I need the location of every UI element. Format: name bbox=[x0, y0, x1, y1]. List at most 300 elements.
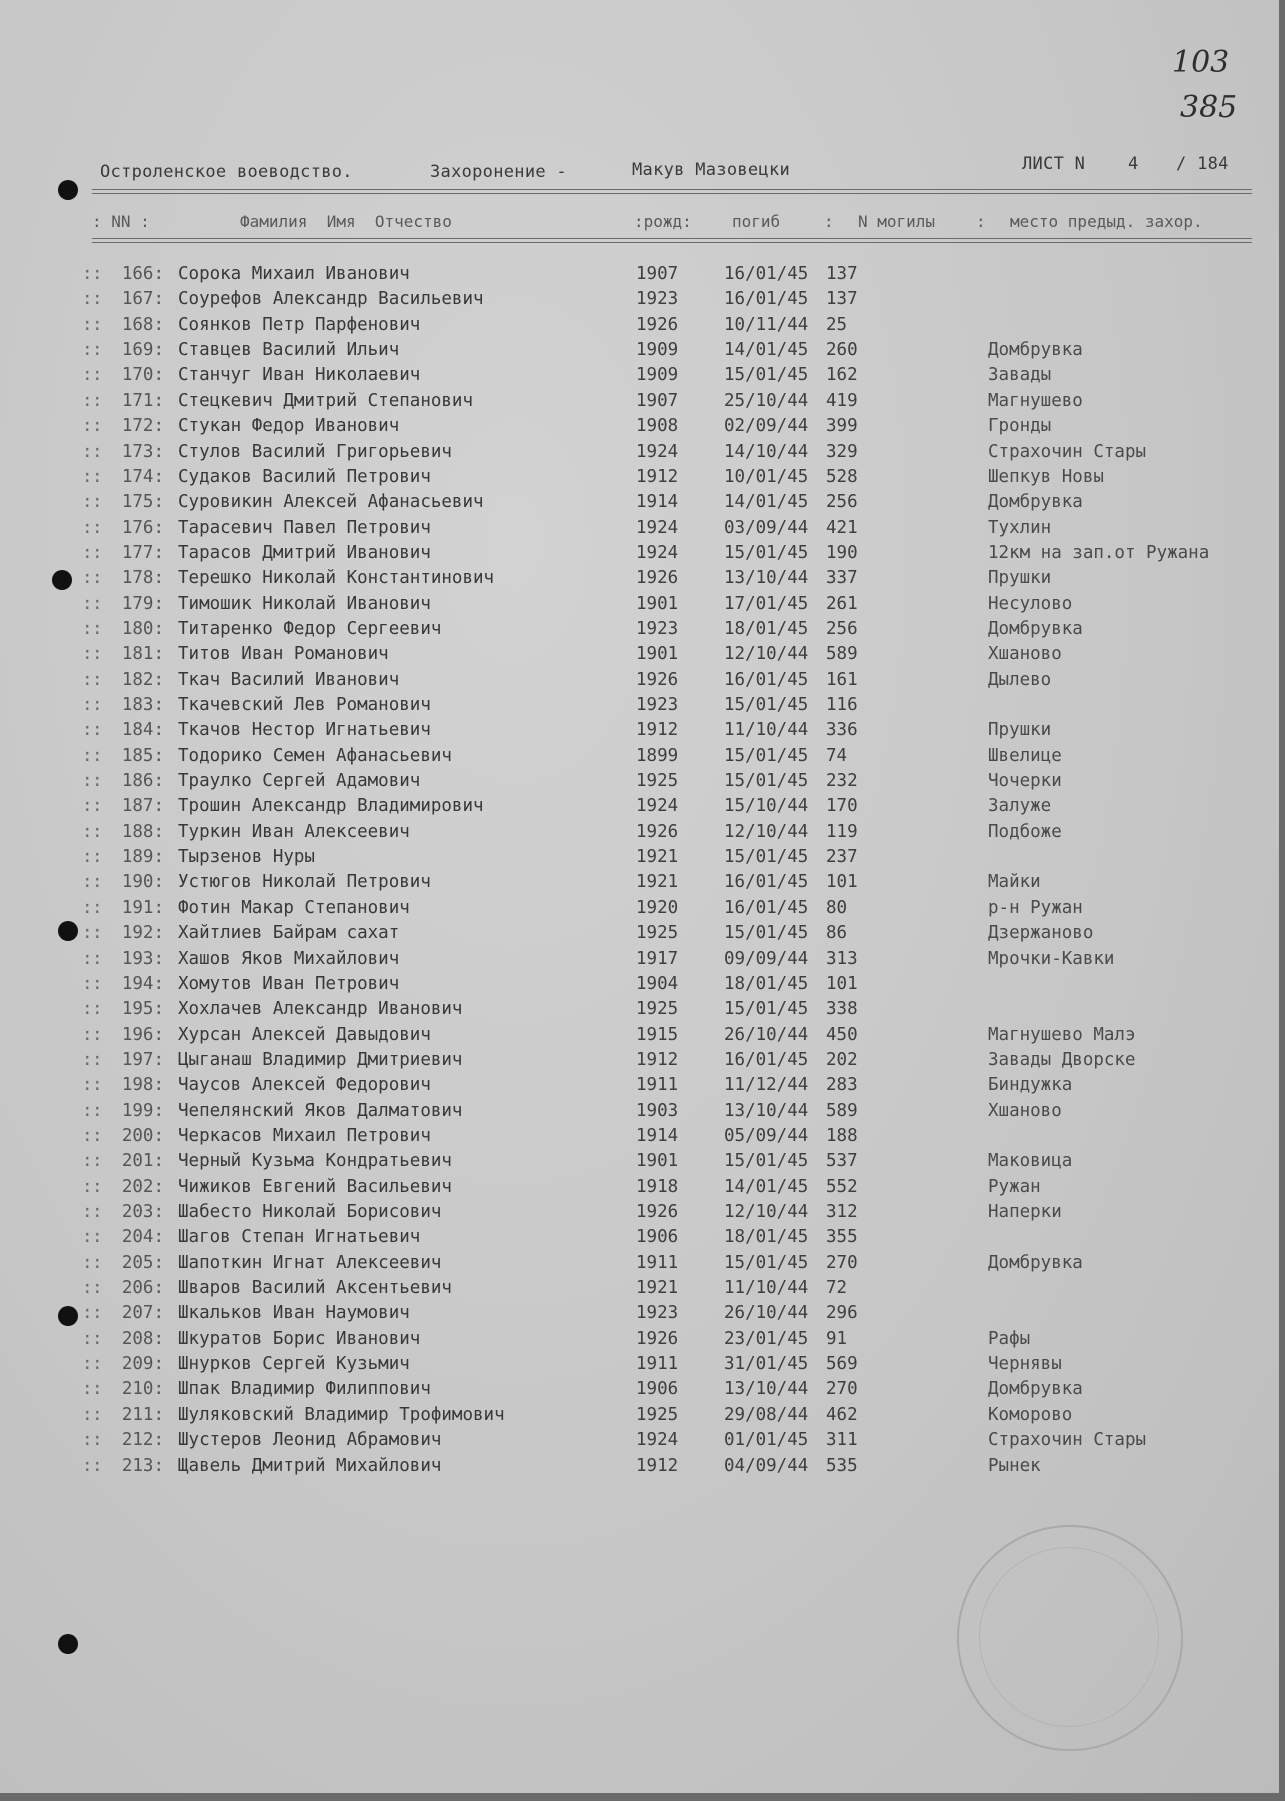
row-colon: : bbox=[82, 999, 93, 1020]
row-name: Чижиков Евгений Васильевич bbox=[178, 1176, 452, 1197]
row-grave-number: 569 bbox=[826, 1354, 858, 1374]
punch-hole bbox=[52, 570, 72, 590]
row-name: Шабесто Николай Борисович bbox=[178, 1202, 442, 1222]
row-colon: : bbox=[92, 568, 103, 589]
row-number: 206: bbox=[121, 1278, 164, 1298]
row-death-date: 15/01/45 bbox=[724, 771, 809, 791]
row-name: Шагов Степан Игнатьевич bbox=[178, 1227, 421, 1248]
row-grave-number: 137 bbox=[826, 264, 858, 284]
row-grave-number: 336 bbox=[826, 720, 858, 741]
row-grave-number: 232 bbox=[826, 771, 858, 791]
row-birth-year: 1926 bbox=[636, 568, 679, 589]
row-colon: : bbox=[82, 897, 93, 918]
row-colon: : bbox=[92, 1075, 103, 1096]
row-number: 174: bbox=[121, 466, 164, 487]
list-item bbox=[82, 1227, 1262, 1251]
row-name: Стулов Василий Григорьевич bbox=[178, 441, 452, 462]
row-name: Цыганаш Владимир Дмитриевич bbox=[178, 1049, 463, 1070]
row-death-date: 11/10/44 bbox=[724, 1278, 809, 1298]
row-number: 167: bbox=[121, 289, 164, 310]
list-item bbox=[82, 796, 1262, 820]
row-number: 168: bbox=[121, 314, 164, 335]
row-grave-number: 419 bbox=[826, 390, 858, 411]
row-death-date: 15/01/45 bbox=[724, 1252, 809, 1273]
row-number: 211: bbox=[121, 1404, 164, 1425]
list-item bbox=[82, 441, 1262, 466]
row-grave-number: 86 bbox=[826, 923, 848, 944]
row-birth-year: 1918 bbox=[636, 1176, 679, 1197]
row-birth-year: 1924 bbox=[636, 542, 679, 563]
row-birth-year: 1912 bbox=[636, 466, 679, 487]
row-death-date: 05/09/44 bbox=[724, 1125, 809, 1146]
row-birth-year: 1901 bbox=[636, 1151, 679, 1172]
row-death-date: 18/01/45 bbox=[724, 1227, 809, 1248]
row-grave-number: 190 bbox=[826, 542, 858, 563]
row-name: Шапоткин Игнат Алексеевич bbox=[178, 1252, 442, 1273]
row-colon: : bbox=[82, 1303, 93, 1324]
row-death-date: 10/01/45 bbox=[724, 466, 809, 487]
row-number: 172: bbox=[121, 416, 164, 437]
row-number: 169: bbox=[121, 340, 164, 361]
row-colon: : bbox=[92, 872, 103, 893]
row-birth-year: 1926 bbox=[636, 821, 679, 842]
row-death-date: 31/01/45 bbox=[724, 1354, 809, 1374]
row-name: Шпак Владимир Филиппович bbox=[178, 1379, 431, 1400]
row-name: Стецкевич Дмитрий Степанович bbox=[178, 390, 474, 411]
row-colon: : bbox=[92, 796, 103, 817]
row-name: Шустеров Леонид Абрамович bbox=[178, 1430, 442, 1451]
list-item bbox=[82, 720, 1262, 744]
row-number: 192: bbox=[121, 923, 164, 944]
row-death-date: 12/10/44 bbox=[724, 821, 809, 842]
row-previous-burial-place: Магнушево bbox=[988, 390, 1083, 411]
row-death-date: 01/01/45 bbox=[724, 1430, 809, 1451]
punch-hole bbox=[58, 1306, 78, 1326]
row-number: 186: bbox=[121, 771, 164, 791]
row-number: 194: bbox=[121, 973, 164, 994]
row-colon: : bbox=[92, 314, 103, 335]
row-death-date: 16/01/45 bbox=[724, 897, 809, 918]
list-item bbox=[82, 1379, 1262, 1403]
row-number: 166: bbox=[121, 264, 164, 284]
list-item bbox=[82, 669, 1262, 694]
row-death-date: 11/12/44 bbox=[724, 1075, 809, 1096]
row-birth-year: 1903 bbox=[636, 1100, 679, 1121]
row-name: Тарасов Дмитрий Иванович bbox=[178, 542, 431, 563]
row-death-date: 25/10/44 bbox=[724, 390, 809, 411]
row-number: 201: bbox=[121, 1151, 164, 1172]
row-name: Туркин Иван Алексеевич bbox=[178, 821, 410, 842]
row-number: 204: bbox=[121, 1227, 164, 1248]
row-previous-burial-place: Хшаново bbox=[988, 1100, 1062, 1121]
row-death-date: 18/01/45 bbox=[724, 973, 809, 994]
row-colon: : bbox=[82, 1125, 93, 1146]
list-item bbox=[82, 492, 1262, 516]
row-birth-year: 1921 bbox=[636, 1278, 679, 1298]
row-name: Трошин Александр Владимирович bbox=[178, 796, 484, 817]
list-item bbox=[82, 593, 1262, 618]
list-item bbox=[82, 1049, 1262, 1074]
row-grave-number: 589 bbox=[826, 1100, 858, 1121]
row-colon: : bbox=[92, 618, 103, 639]
sheet-total: / 184 bbox=[1176, 154, 1229, 174]
row-previous-burial-place: Завады bbox=[988, 365, 1052, 386]
list-item bbox=[82, 999, 1262, 1023]
row-death-date: 12/10/44 bbox=[724, 1202, 809, 1222]
row-name: Титов Иван Романович bbox=[178, 644, 389, 665]
row-grave-number: 312 bbox=[826, 1202, 858, 1222]
row-colon: : bbox=[92, 1202, 103, 1222]
row-number: 182: bbox=[121, 669, 164, 690]
row-name: Черкасов Михаил Петрович bbox=[178, 1125, 431, 1146]
row-previous-burial-place: Биндужка bbox=[988, 1075, 1073, 1096]
row-number: 207: bbox=[121, 1303, 164, 1324]
burial-label: Захоронение - bbox=[430, 162, 567, 182]
row-colon: : bbox=[92, 593, 103, 614]
row-grave-number: 535 bbox=[826, 1455, 858, 1476]
row-colon: : bbox=[92, 1404, 103, 1425]
row-colon: : bbox=[82, 1404, 93, 1425]
list-item bbox=[82, 365, 1262, 389]
row-death-date: 14/01/45 bbox=[724, 340, 809, 361]
row-previous-burial-place: Мрочки-Кавки bbox=[988, 948, 1115, 969]
row-previous-burial-place: Дылево bbox=[988, 669, 1052, 690]
row-number: 188: bbox=[121, 821, 164, 842]
row-grave-number: 116 bbox=[826, 695, 858, 715]
row-colon: : bbox=[92, 1379, 103, 1400]
row-grave-number: 162 bbox=[826, 365, 858, 386]
list-item bbox=[82, 1176, 1262, 1201]
row-colon: : bbox=[92, 1176, 103, 1197]
row-grave-number: 421 bbox=[826, 517, 858, 538]
row-birth-year: 1925 bbox=[636, 1404, 679, 1425]
row-colon: : bbox=[92, 1125, 103, 1146]
list-item bbox=[82, 314, 1262, 339]
row-previous-burial-place: Прушки bbox=[988, 720, 1052, 741]
row-grave-number: 589 bbox=[826, 644, 858, 665]
row-colon: : bbox=[92, 542, 103, 563]
row-death-date: 04/09/44 bbox=[724, 1455, 809, 1476]
row-colon: : bbox=[92, 1303, 103, 1324]
row-colon: : bbox=[82, 1176, 93, 1197]
row-birth-year: 1908 bbox=[636, 416, 679, 437]
row-grave-number: 256 bbox=[826, 618, 858, 639]
list-item bbox=[82, 872, 1262, 896]
row-death-date: 15/01/45 bbox=[724, 1151, 809, 1172]
row-number: 198: bbox=[121, 1075, 164, 1096]
row-number: 183: bbox=[121, 695, 164, 715]
row-death-date: 15/01/45 bbox=[724, 999, 809, 1020]
row-number: 212: bbox=[121, 1430, 164, 1451]
row-death-date: 16/01/45 bbox=[724, 264, 809, 284]
row-number: 170: bbox=[121, 365, 164, 386]
row-colon: : bbox=[82, 1202, 93, 1222]
row-name: Хомутов Иван Петрович bbox=[178, 973, 400, 994]
row-colon: : bbox=[92, 365, 103, 386]
row-name: Фотин Макар Степанович bbox=[178, 897, 410, 918]
row-colon: : bbox=[82, 314, 93, 335]
row-birth-year: 1899 bbox=[636, 745, 679, 766]
row-previous-burial-place: Ружан bbox=[988, 1176, 1041, 1197]
row-colon: : bbox=[92, 771, 103, 791]
row-colon: : bbox=[92, 1252, 103, 1273]
row-previous-burial-place: Подбоже bbox=[988, 821, 1062, 842]
row-number: 189: bbox=[121, 847, 164, 868]
row-colon: : bbox=[92, 948, 103, 969]
row-colon: : bbox=[82, 340, 93, 361]
row-name: Траулко Сергей Адамович bbox=[178, 771, 421, 791]
row-death-date: 15/01/45 bbox=[724, 695, 809, 715]
row-grave-number: 80 bbox=[826, 897, 848, 918]
row-grave-number: 338 bbox=[826, 999, 858, 1020]
list-item bbox=[82, 973, 1262, 998]
row-death-date: 16/01/45 bbox=[724, 289, 809, 310]
row-grave-number: 72 bbox=[826, 1278, 848, 1298]
row-colon: : bbox=[82, 1252, 93, 1273]
row-colon: : bbox=[82, 1278, 93, 1298]
row-colon: : bbox=[82, 1379, 93, 1400]
row-colon: : bbox=[82, 618, 93, 639]
row-death-date: 09/09/44 bbox=[724, 948, 809, 969]
list-item bbox=[82, 466, 1262, 491]
row-name: Ставцев Василий Ильич bbox=[178, 340, 400, 361]
row-colon: : bbox=[92, 1455, 103, 1476]
row-number: 177: bbox=[121, 542, 164, 563]
sheet-number: 4 bbox=[1128, 154, 1139, 174]
row-death-date: 14/01/45 bbox=[724, 1176, 809, 1197]
row-name: Хайтлиев Байрам сахат bbox=[178, 923, 400, 944]
row-birth-year: 1912 bbox=[636, 720, 679, 741]
row-colon: : bbox=[82, 1328, 93, 1349]
row-birth-year: 1909 bbox=[636, 340, 679, 361]
list-item bbox=[82, 771, 1262, 795]
row-birth-year: 1926 bbox=[636, 1202, 679, 1222]
list-item bbox=[82, 1075, 1262, 1099]
row-colon: : bbox=[82, 264, 93, 284]
row-name: Титаренко Федор Сергеевич bbox=[178, 618, 442, 639]
row-grave-number: 296 bbox=[826, 1303, 858, 1324]
row-colon: : bbox=[82, 1151, 93, 1172]
row-colon: : bbox=[82, 492, 93, 513]
row-colon: : bbox=[92, 923, 103, 944]
column-header-died: погиб bbox=[732, 212, 781, 231]
row-name: Ткач Василий Иванович bbox=[178, 669, 400, 690]
row-birth-year: 1907 bbox=[636, 264, 679, 284]
row-colon: : bbox=[82, 1024, 93, 1045]
row-previous-burial-place: Хшаново bbox=[988, 644, 1062, 665]
row-death-date: 16/01/45 bbox=[724, 669, 809, 690]
list-item bbox=[82, 948, 1262, 973]
row-previous-burial-place: Залуже bbox=[988, 796, 1052, 817]
list-item bbox=[82, 618, 1262, 643]
row-name: Тодорико Семен Афанасьевич bbox=[178, 745, 452, 766]
header-rule bbox=[92, 189, 1252, 190]
row-colon: : bbox=[82, 1100, 93, 1121]
row-death-date: 10/11/44 bbox=[724, 314, 809, 335]
row-birth-year: 1920 bbox=[636, 897, 679, 918]
row-previous-burial-place: Рынек bbox=[988, 1455, 1041, 1476]
row-name: Шкальков Иван Наумович bbox=[178, 1303, 410, 1324]
row-colon: : bbox=[92, 1049, 103, 1070]
row-previous-burial-place: Майки bbox=[988, 872, 1041, 893]
row-birth-year: 1925 bbox=[636, 771, 679, 791]
row-grave-number: 91 bbox=[826, 1328, 848, 1349]
row-previous-burial-place: Страхочин Стары bbox=[988, 441, 1147, 462]
list-item bbox=[82, 1024, 1262, 1049]
row-number: 195: bbox=[121, 999, 164, 1020]
row-birth-year: 1914 bbox=[636, 492, 679, 513]
list-item bbox=[82, 1151, 1262, 1175]
row-colon: : bbox=[82, 872, 93, 893]
row-name: Тырзенов Нуры bbox=[178, 847, 315, 868]
punch-hole bbox=[58, 921, 78, 941]
row-death-date: 29/08/44 bbox=[724, 1404, 809, 1425]
list-item bbox=[82, 568, 1262, 592]
row-birth-year: 1921 bbox=[636, 847, 679, 868]
row-colon: : bbox=[92, 1430, 103, 1451]
row-colon: : bbox=[92, 695, 103, 715]
list-item bbox=[82, 745, 1262, 770]
row-name: Черный Кузьма Кондратьевич bbox=[178, 1151, 452, 1172]
row-number: 180: bbox=[121, 618, 164, 639]
row-colon: : bbox=[92, 264, 103, 284]
column-header-nn: : NN : bbox=[92, 212, 150, 231]
row-colon: : bbox=[82, 1455, 93, 1476]
row-birth-year: 1901 bbox=[636, 593, 679, 614]
row-previous-burial-place: Страхочин Стары bbox=[988, 1430, 1147, 1451]
row-death-date: 17/01/45 bbox=[724, 593, 809, 614]
row-colon: : bbox=[82, 1049, 93, 1070]
row-previous-burial-place: Несулово bbox=[988, 593, 1073, 614]
row-birth-year: 1926 bbox=[636, 1328, 679, 1349]
list-item bbox=[82, 340, 1262, 364]
row-name: Сорока Михаил Иванович bbox=[178, 264, 410, 284]
list-item bbox=[82, 1252, 1262, 1277]
list-item bbox=[82, 1303, 1262, 1327]
row-birth-year: 1906 bbox=[636, 1227, 679, 1248]
row-previous-burial-place: Домбрувка bbox=[988, 1252, 1083, 1273]
row-number: 185: bbox=[121, 745, 164, 766]
row-death-date: 14/10/44 bbox=[724, 441, 809, 462]
row-number: 176: bbox=[121, 517, 164, 538]
row-colon: : bbox=[82, 542, 93, 563]
punch-hole bbox=[58, 1634, 78, 1654]
row-birth-year: 1924 bbox=[636, 441, 679, 462]
row-colon: : bbox=[82, 669, 93, 690]
row-birth-year: 1907 bbox=[636, 390, 679, 411]
row-birth-year: 1912 bbox=[636, 1455, 679, 1476]
row-previous-burial-place: Швелице bbox=[988, 745, 1062, 766]
row-number: 199: bbox=[121, 1100, 164, 1121]
row-name: Суровикин Алексей Афанасьевич bbox=[178, 492, 484, 513]
row-colon: : bbox=[92, 669, 103, 690]
row-death-date: 16/01/45 bbox=[724, 1049, 809, 1070]
row-name: Тарасевич Павел Петрович bbox=[178, 517, 431, 538]
row-grave-number: 188 bbox=[826, 1125, 858, 1146]
row-colon: : bbox=[82, 821, 93, 842]
row-grave-number: 260 bbox=[826, 340, 858, 361]
row-colon: : bbox=[82, 644, 93, 665]
list-item bbox=[82, 542, 1262, 567]
row-grave-number: 25 bbox=[826, 314, 848, 335]
row-grave-number: 311 bbox=[826, 1430, 858, 1451]
row-previous-burial-place: Домбрувка bbox=[988, 340, 1083, 361]
row-colon: : bbox=[82, 720, 93, 741]
row-birth-year: 1924 bbox=[636, 796, 679, 817]
row-colon: : bbox=[92, 1100, 103, 1121]
row-colon: : bbox=[82, 1354, 93, 1374]
row-colon: : bbox=[82, 289, 93, 310]
row-death-date: 13/10/44 bbox=[724, 1100, 809, 1121]
row-number: 203: bbox=[121, 1202, 164, 1222]
row-colon: : bbox=[82, 695, 93, 715]
row-grave-number: 313 bbox=[826, 948, 858, 969]
column-header-born: :рожд: bbox=[634, 212, 692, 231]
row-birth-year: 1923 bbox=[636, 618, 679, 639]
row-name: Шкуратов Борис Иванович bbox=[178, 1328, 421, 1349]
row-number: 205: bbox=[121, 1252, 164, 1273]
page-edge-right bbox=[1279, 0, 1285, 1801]
row-birth-year: 1911 bbox=[636, 1354, 679, 1374]
row-colon: : bbox=[92, 847, 103, 868]
row-birth-year: 1925 bbox=[636, 999, 679, 1020]
row-grave-number: 256 bbox=[826, 492, 858, 513]
row-colon: : bbox=[82, 948, 93, 969]
row-colon: : bbox=[82, 923, 93, 944]
list-item bbox=[82, 923, 1262, 947]
row-death-date: 03/09/44 bbox=[724, 517, 809, 538]
row-grave-number: 119 bbox=[826, 821, 858, 842]
list-item bbox=[82, 517, 1262, 542]
row-number: 197: bbox=[121, 1049, 164, 1070]
header-rule bbox=[92, 193, 1252, 194]
row-colon: : bbox=[92, 492, 103, 513]
row-death-date: 26/10/44 bbox=[724, 1303, 809, 1324]
row-death-date: 12/10/44 bbox=[724, 644, 809, 665]
row-death-date: 14/01/45 bbox=[724, 492, 809, 513]
row-colon: : bbox=[82, 441, 93, 462]
row-grave-number: 355 bbox=[826, 1227, 858, 1248]
row-name: Шваров Василий Аксентьевич bbox=[178, 1278, 452, 1298]
row-death-date: 13/10/44 bbox=[724, 1379, 809, 1400]
row-colon: : bbox=[92, 1328, 103, 1349]
row-grave-number: 462 bbox=[826, 1404, 858, 1425]
stamp-inner-ring bbox=[979, 1547, 1159, 1727]
row-colon: : bbox=[92, 466, 103, 487]
row-previous-burial-place: Домбрувка bbox=[988, 1379, 1083, 1400]
row-number: 175: bbox=[121, 492, 164, 513]
row-previous-burial-place: Шепкув Новы bbox=[988, 466, 1104, 487]
column-separator: : bbox=[976, 212, 986, 231]
row-death-date: 15/01/45 bbox=[724, 365, 809, 386]
row-birth-year: 1911 bbox=[636, 1252, 679, 1273]
list-item bbox=[82, 1278, 1262, 1302]
list-item bbox=[82, 416, 1262, 440]
row-colon: : bbox=[82, 973, 93, 994]
row-grave-number: 399 bbox=[826, 416, 858, 437]
list-item bbox=[82, 695, 1262, 719]
row-grave-number: 101 bbox=[826, 973, 858, 994]
row-birth-year: 1914 bbox=[636, 1125, 679, 1146]
column-header-fio: Фамилия Имя Отчество bbox=[240, 212, 452, 231]
handwritten-number-bottom: 385 bbox=[1180, 90, 1238, 125]
row-birth-year: 1912 bbox=[636, 1049, 679, 1070]
row-grave-number: 101 bbox=[826, 872, 858, 893]
row-death-date: 15/01/45 bbox=[724, 923, 809, 944]
row-colon: : bbox=[92, 289, 103, 310]
list-item bbox=[82, 1430, 1262, 1454]
row-colon: : bbox=[92, 1151, 103, 1172]
